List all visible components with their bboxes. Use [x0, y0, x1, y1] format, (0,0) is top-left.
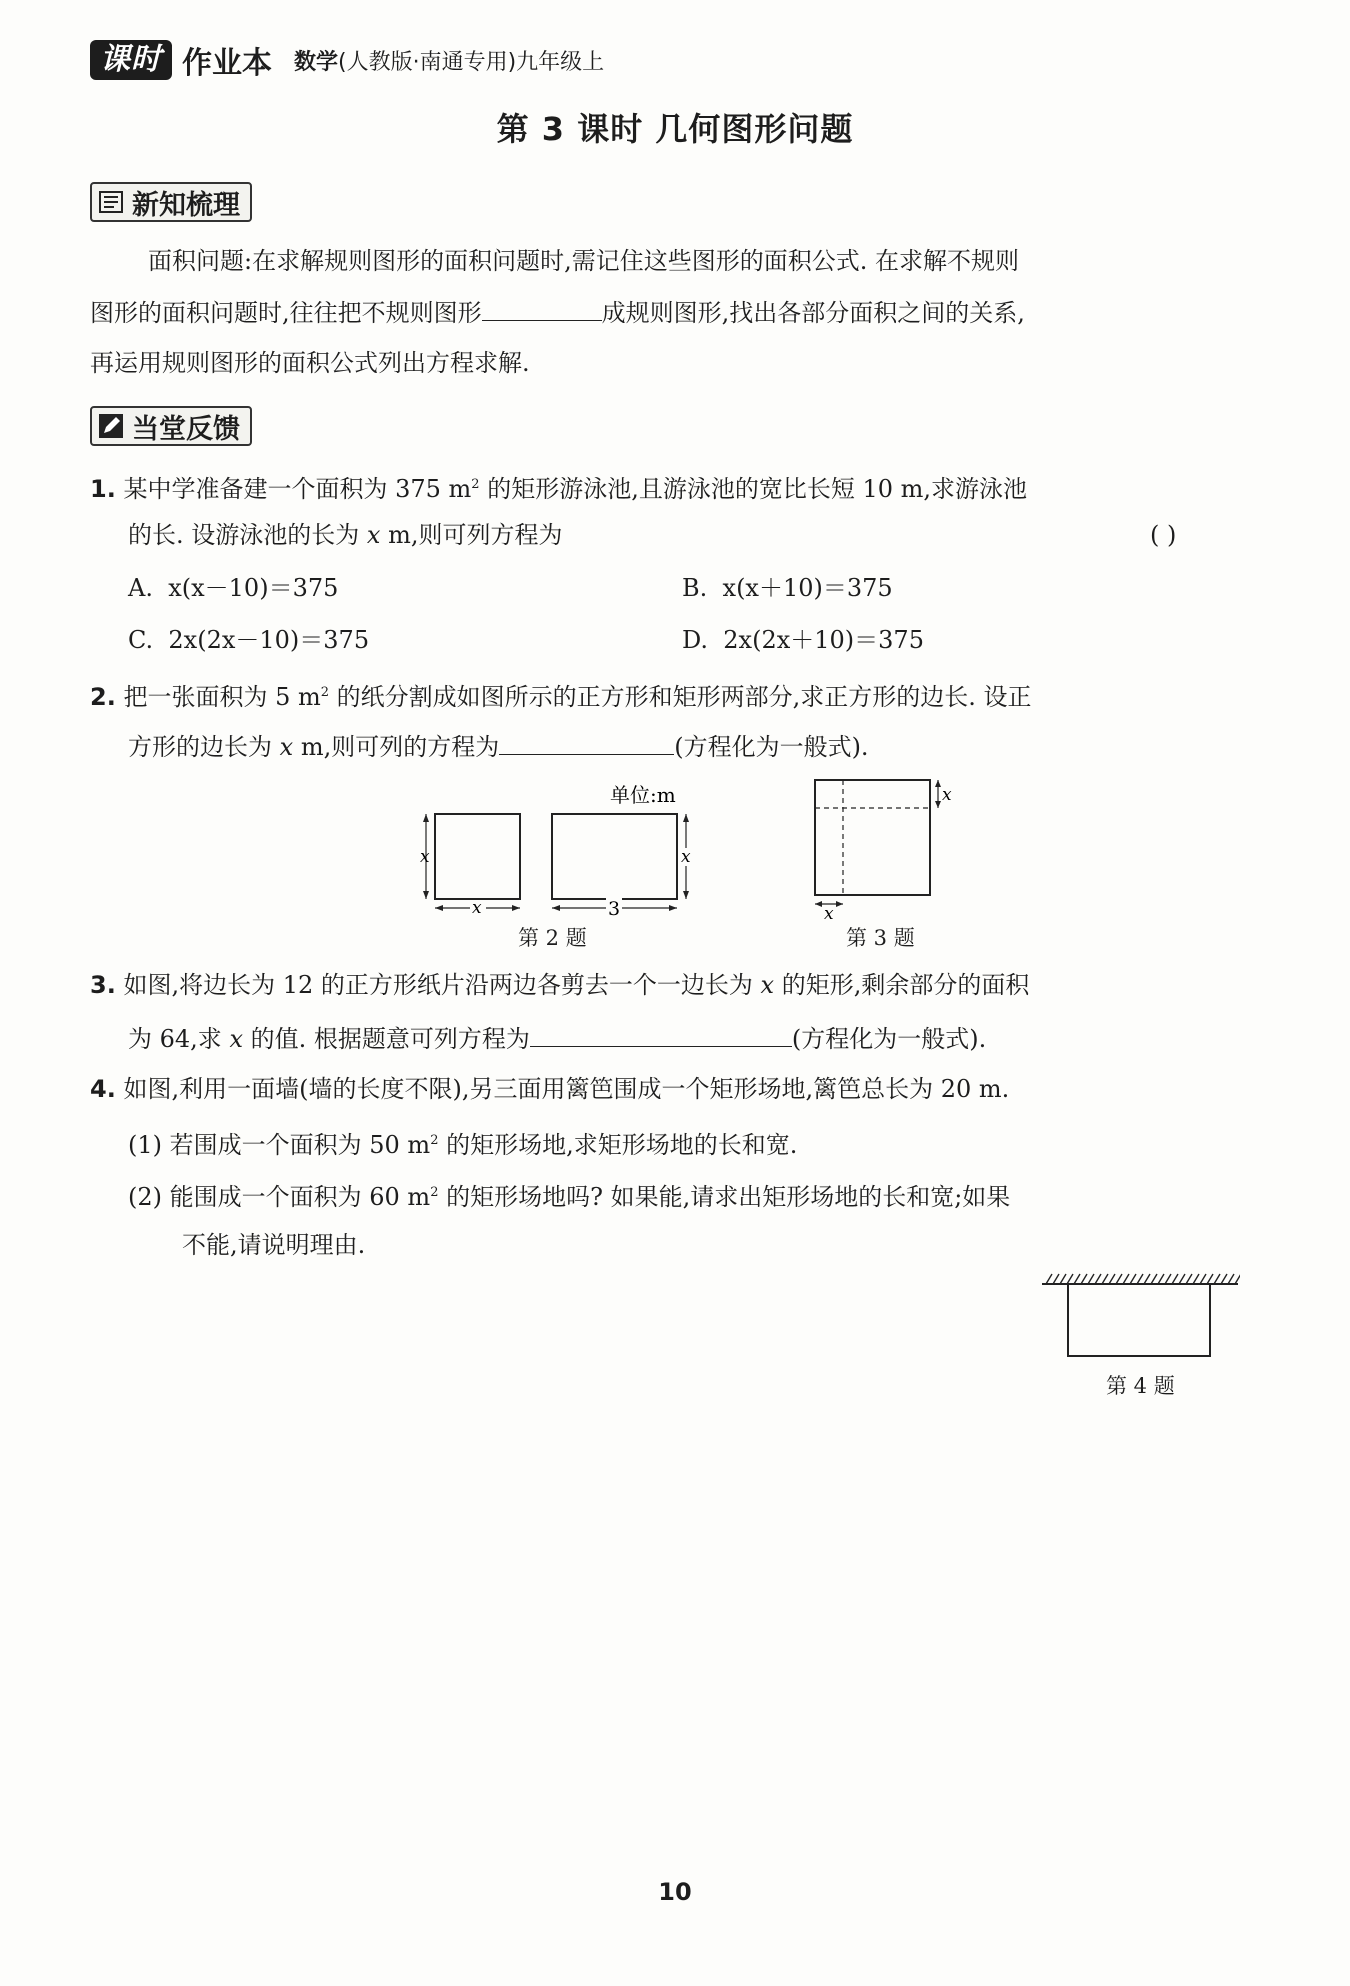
option-text: x(x＋10)＝375 [722, 574, 893, 602]
wall-hatch-mark [1144, 1274, 1150, 1284]
q4-sub-2 [128, 1178, 1010, 1212]
lesson-title: 第 3 课时 几何图形问题 [496, 110, 854, 148]
wall-hatch-mark [1109, 1274, 1115, 1284]
q4-line-1 [90, 1074, 1009, 1104]
wall-hatch-mark [1123, 1274, 1129, 1284]
fig4-fence [1068, 1284, 1210, 1356]
fig3-x-bottom: x [824, 904, 834, 924]
subject-detail: (人教版·南通专用)九年级上 [338, 49, 605, 75]
brand-name: 作业本 [182, 46, 272, 81]
option-letter: A. [128, 574, 153, 602]
knowledge-line-1: 面积问题:在求解规则图形的面积问题时,需记住这些图形的面积公式. 在求解不规则 [148, 247, 1019, 275]
q3-text-e: (方程化为一般式). [791, 1025, 987, 1053]
wall-hatch-mark [1095, 1274, 1101, 1284]
option-text: 2x(2x＋10)＝375 [723, 626, 924, 654]
wall-hatch-mark [1053, 1274, 1059, 1284]
variable: x [760, 971, 775, 999]
wall-hatch-mark [1151, 1274, 1157, 1284]
book-icon [98, 189, 124, 215]
q2-text-d: m,则可列的方程为 [293, 733, 500, 761]
fig3-square [815, 780, 930, 895]
wall-hatch-mark [1060, 1274, 1066, 1284]
q2-line-2 [128, 730, 869, 762]
wall-hatch-mark [1165, 1274, 1171, 1284]
subject-label [294, 45, 604, 76]
variable: x [279, 733, 294, 761]
q2-text-a: 把一张面积为 5 m [123, 683, 321, 711]
wall-hatch-mark [1130, 1274, 1136, 1284]
wall-hatch-mark [1235, 1274, 1240, 1284]
knowledge-line-2a: 图形的面积问题时,往往把不规则图形 [90, 299, 482, 327]
q4-sub-1 [128, 1126, 797, 1160]
fig2-x-right: x [681, 847, 691, 867]
q3-text-a: 如图,将边长为 12 的正方形纸片沿两边各剪去一个一边长为 [123, 971, 761, 999]
section-header-feedback [90, 406, 252, 446]
superscript: 2 [430, 1185, 439, 1200]
brand-logo: 课时 [90, 40, 172, 80]
q2-line-1 [90, 678, 1032, 712]
figure-3 [800, 774, 960, 924]
subject-main: 数学 [294, 49, 339, 75]
wall-hatch-mark [1088, 1274, 1094, 1284]
figure-4-caption: 第 4 题 [1106, 1374, 1175, 1398]
q1-text-a: 某中学准备建一个面积为 375 m [123, 475, 472, 503]
fig2-x-bottom: x [472, 898, 482, 918]
pencil-icon [98, 413, 124, 439]
q4-sub1-text-b: 的矩形场地,求矩形场地的长和宽. [438, 1131, 798, 1159]
q1-line-2 [128, 520, 562, 550]
question-number: 2. [90, 683, 116, 711]
answer-blank[interactable] [530, 1022, 792, 1047]
figure-2-caption: 第 2 题 [518, 926, 587, 950]
q3-line-2 [128, 1022, 986, 1054]
fig2-x-left: x [420, 847, 430, 867]
superscript: 2 [471, 477, 480, 492]
q1-option-b[interactable] [682, 573, 893, 603]
q4-sub2-text-a: (2) 能围成一个面积为 60 m [128, 1183, 431, 1211]
q2-text-c: 方形的边长为 [128, 733, 280, 761]
wall-hatch-mark [1102, 1274, 1108, 1284]
figure-3-caption: 第 3 题 [846, 926, 915, 950]
q4-sub-2-cont: 不能,请说明理由. [182, 1231, 366, 1259]
page-number: 10 [658, 1878, 692, 1906]
question-number: 1. [90, 475, 116, 503]
option-text: x(x－10)＝375 [168, 574, 339, 602]
wall-hatch-mark [1158, 1274, 1164, 1284]
wall-hatch-mark [1186, 1274, 1192, 1284]
option-letter: C. [128, 626, 154, 654]
q3-text-d: 的值. 根据题意可列方程为 [242, 1025, 530, 1053]
q1-option-a[interactable] [128, 573, 338, 603]
q1-text-b: 的矩形游泳池,且游泳池的宽比长短 10 m,求游泳池 [479, 475, 1028, 503]
answer-blank[interactable] [482, 296, 602, 321]
wall-hatch-mark [1067, 1274, 1073, 1284]
question-number: 3. [90, 971, 116, 999]
wall-hatch-mark [1081, 1274, 1087, 1284]
fig2-rectangle [552, 814, 677, 899]
q2-text-e: (方程化为一般式). [674, 733, 869, 761]
wall-hatch-mark [1116, 1274, 1122, 1284]
q3-text-b: 的矩形,剩余部分的面积 [774, 971, 1030, 999]
section-title: 新知梳理 [132, 189, 240, 221]
q2-text-b: 的纸分割成如图所示的正方形和矩形两部分,求正方形的边长. 设正 [329, 683, 1032, 711]
wall-hatch-mark [1074, 1274, 1080, 1284]
fig2-square [435, 814, 520, 899]
variable: x [229, 1025, 243, 1053]
wall-hatch-mark [1214, 1274, 1220, 1284]
fig3-x-right: x [942, 785, 952, 805]
q1-text-d: m,则可列方程为 [380, 521, 563, 549]
wall-hatch-mark [1200, 1274, 1206, 1284]
q4-text: 如图,利用一面墙(墙的长度不限),另三面用篱笆围成一个矩形场地,篱笆总长为 20 m. [123, 1075, 1010, 1103]
variable: x [366, 521, 381, 549]
knowledge-line-2 [90, 296, 1025, 328]
wall-hatch-mark [1179, 1274, 1185, 1284]
section-title: 当堂反馈 [132, 413, 240, 445]
q1-line-1 [90, 470, 1027, 504]
page-header [90, 38, 604, 82]
q1-option-d[interactable] [682, 625, 924, 655]
q1-text-c: 的长. 设游泳池的长为 [128, 521, 367, 549]
q3-text-c: 为 64,求 [128, 1025, 230, 1053]
section-header-knowledge [90, 182, 252, 222]
q1-answer-paren[interactable]: ( ) [1150, 521, 1177, 549]
q4-sub2-text-b: 的矩形场地吗? 如果能,请求出矩形场地的长和宽;如果 [438, 1183, 1011, 1211]
knowledge-line-3: 再运用规则图形的面积公式列出方程求解. [90, 349, 530, 377]
q4-sub1-text-a: (1) 若围成一个面积为 50 m [128, 1131, 431, 1159]
figure-4 [1040, 1268, 1240, 1368]
superscript: 2 [320, 685, 330, 700]
wall-hatch-mark [1221, 1274, 1227, 1284]
option-text: 2x(2x－10)＝375 [168, 626, 370, 654]
wall-hatch-mark [1137, 1274, 1143, 1284]
wall-hatch-mark [1228, 1274, 1234, 1284]
option-letter: D. [682, 626, 709, 654]
wall-hatch-mark [1046, 1274, 1052, 1284]
q1-option-c[interactable] [128, 625, 369, 655]
fig2-unit-label: 单位:m [610, 783, 676, 807]
wall-hatch-mark [1207, 1274, 1213, 1284]
fig2-three: 3 [608, 898, 621, 920]
wall-hatch-mark [1193, 1274, 1199, 1284]
superscript: 2 [430, 1133, 439, 1148]
figure-2 [410, 780, 710, 920]
q3-line-1 [90, 970, 1029, 1000]
wall-hatch-mark [1172, 1274, 1178, 1284]
answer-blank[interactable] [499, 730, 674, 755]
question-number: 4. [90, 1075, 116, 1103]
knowledge-line-2b: 成规则图形,找出各部分面积之间的关系, [601, 299, 1025, 327]
option-letter: B. [682, 574, 708, 602]
